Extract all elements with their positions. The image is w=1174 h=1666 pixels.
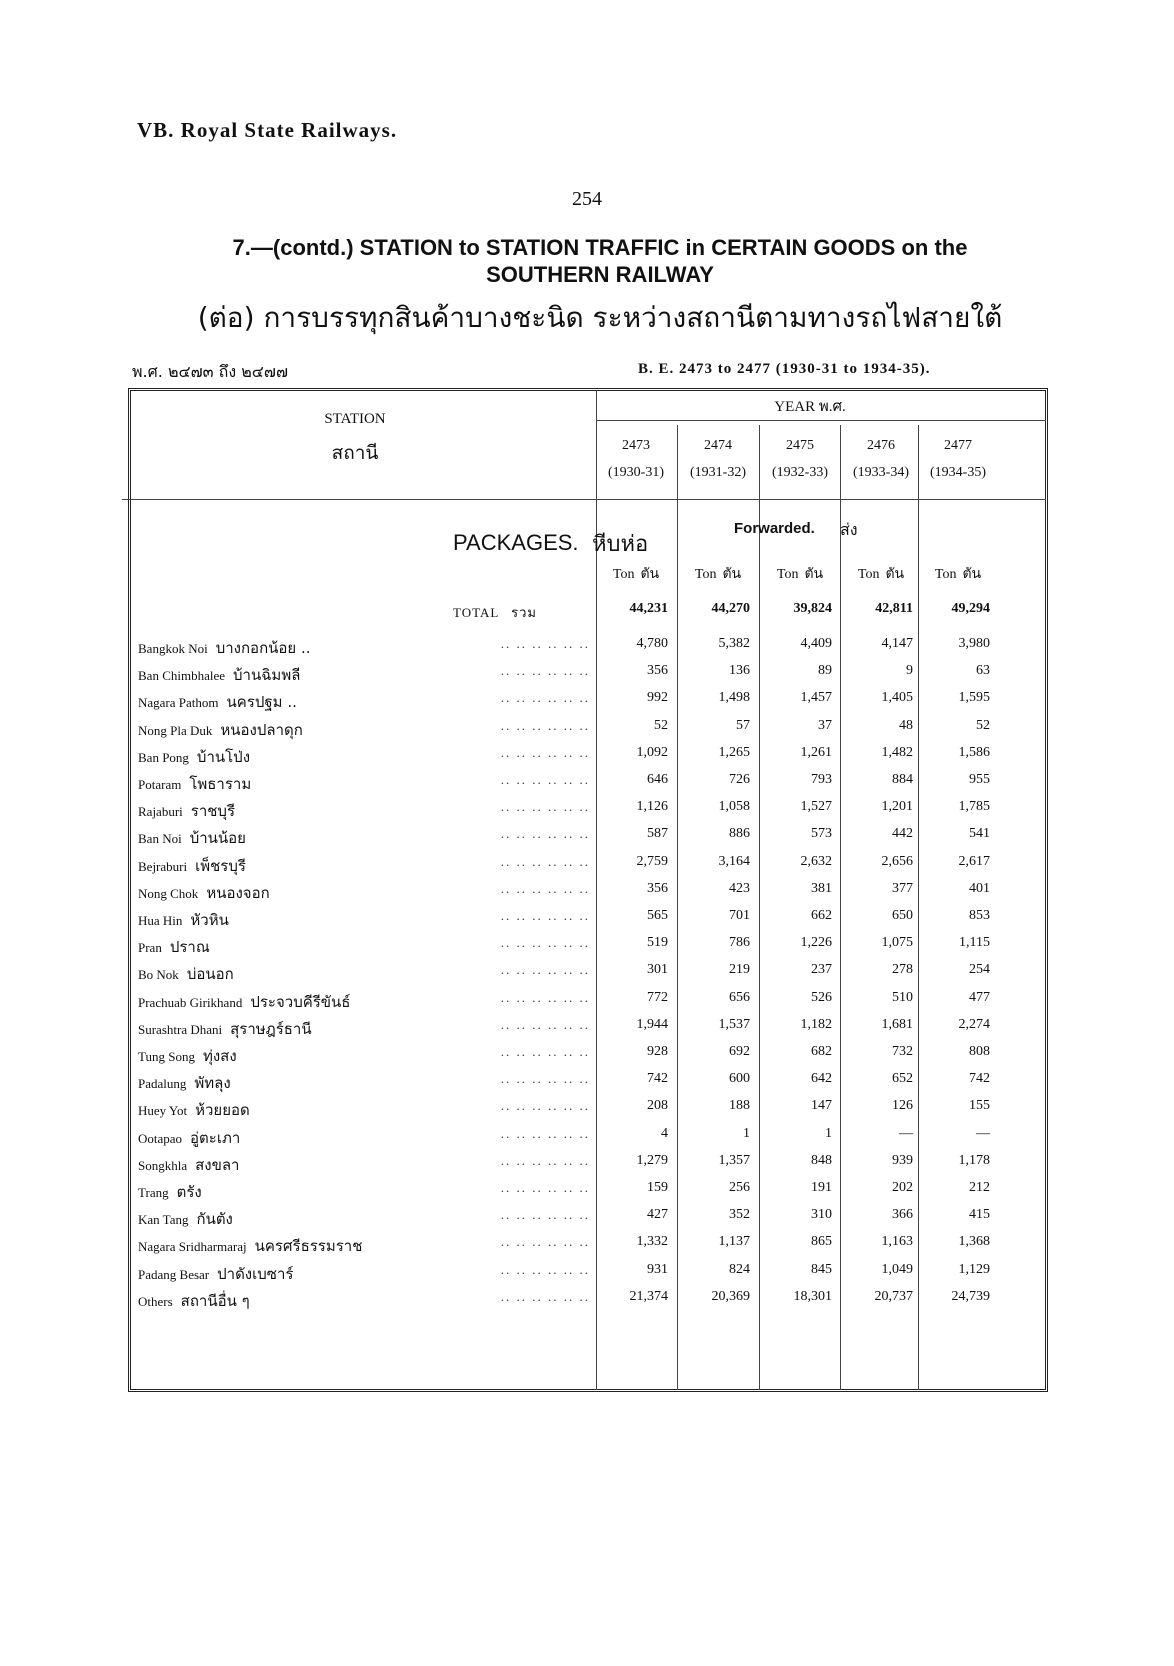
station-name-english: Pran xyxy=(138,940,162,955)
station-name xyxy=(138,799,235,823)
table-cell: 442 xyxy=(892,826,913,841)
leader-dots: .. .. .. .. .. .. xyxy=(500,636,590,651)
leader-dots: .. .. .. .. .. .. xyxy=(500,1098,590,1113)
table-cell: 732 xyxy=(892,1044,913,1059)
station-name-thai: ราชบุรี xyxy=(190,802,236,820)
table-cell: 652 xyxy=(892,1071,913,1086)
table-cell: 587 xyxy=(647,826,668,841)
table-cell: 377 xyxy=(892,881,913,896)
station-name xyxy=(138,1098,250,1122)
leader-dots: .. .. .. .. .. .. xyxy=(500,1153,590,1168)
unit-ton-thai: ตัน xyxy=(722,566,742,582)
table-cell: 188 xyxy=(729,1098,750,1113)
title-line-2: SOUTHERN RAILWAY xyxy=(486,262,714,287)
table-cell: 356 xyxy=(647,881,668,896)
table-cell: 600 xyxy=(729,1071,750,1086)
station-name xyxy=(138,1017,312,1041)
station-name xyxy=(138,826,246,850)
table-cell: 401 xyxy=(969,881,990,896)
total-label: TOTAL รวม xyxy=(453,605,537,621)
table-cell: 37 xyxy=(818,718,832,733)
table-cell: 2,759 xyxy=(636,854,668,869)
unit-ton: Ton xyxy=(694,567,717,582)
station-name-thai: ตรัง xyxy=(176,1183,202,1201)
table-cell: 423 xyxy=(729,881,750,896)
table-cell: 808 xyxy=(969,1044,990,1059)
table-cell: 1,595 xyxy=(958,690,990,705)
station-name-thai: ประจวบคีรีขันธ์ xyxy=(250,993,351,1011)
station-name xyxy=(138,636,311,660)
table-cell: 1,944 xyxy=(636,1017,668,1032)
year-ce: (1930-31) xyxy=(608,465,664,480)
total-value: 39,824 xyxy=(793,601,832,616)
table-cell: 1,482 xyxy=(881,745,913,760)
table-cell: 278 xyxy=(892,962,913,977)
station-name-thai: เพ็ชรบุรี xyxy=(195,857,246,875)
station-name-english: Hua Hin xyxy=(138,913,183,928)
leader-dots: .. .. .. .. .. .. xyxy=(500,935,590,950)
table-cell: 4,147 xyxy=(881,636,913,651)
station-name-english: Potaram xyxy=(138,777,182,792)
station-name-thai: นครปฐม .. xyxy=(226,693,297,711)
station-name xyxy=(138,962,234,986)
section-heading: VB. Royal State Railways. xyxy=(137,118,398,142)
table-cell: 254 xyxy=(969,962,990,977)
year-ce: (1932-33) xyxy=(772,465,828,480)
leader-dots: .. .. .. .. .. .. xyxy=(500,690,590,705)
station-name-english: Surashtra Dhani xyxy=(138,1022,223,1037)
unit-ton: Ton xyxy=(857,567,880,582)
table-cell: 52 xyxy=(976,718,990,733)
table-cell: 1,075 xyxy=(881,935,913,950)
table-cell: 136 xyxy=(729,663,750,678)
station-name xyxy=(138,718,303,742)
station-name-english: Padang Besar xyxy=(138,1267,210,1282)
title-prefix: 7.—(contd.) xyxy=(232,235,354,260)
table-cell: 9 xyxy=(906,663,913,678)
table-cell: 155 xyxy=(969,1098,990,1113)
table-cell: 886 xyxy=(729,826,750,841)
table-cell: 356 xyxy=(647,663,668,678)
table-cell: — xyxy=(976,1126,990,1141)
table-cell: 845 xyxy=(811,1262,832,1277)
station-name-english: Padalung xyxy=(138,1076,187,1091)
table-cell: 939 xyxy=(892,1153,913,1168)
table-cell: 1,537 xyxy=(718,1017,750,1032)
table-cell: 3,980 xyxy=(958,636,990,651)
total-value: 49,294 xyxy=(951,601,990,616)
leader-dots: .. .. .. .. .. .. xyxy=(500,1180,590,1195)
table-cell: 573 xyxy=(811,826,832,841)
unit-ton: Ton xyxy=(934,567,957,582)
unit-ton-thai: ตัน xyxy=(804,566,824,582)
table-cell: 1,368 xyxy=(958,1234,990,1249)
year-be: 2474 xyxy=(704,438,732,453)
table-cell: 57 xyxy=(736,718,750,733)
leader-dots: .. .. .. .. .. .. xyxy=(500,962,590,977)
table-cell: 2,656 xyxy=(881,854,913,869)
table-cell: 301 xyxy=(647,962,668,977)
unit-ton-thai: ตัน xyxy=(962,566,982,582)
table-cell: 510 xyxy=(892,990,913,1005)
station-name-thai: ปาดังเบซาร์ xyxy=(217,1265,294,1283)
station-name-thai: หัวหิน xyxy=(190,911,229,929)
station-name-thai: นครศรีธรรมราช xyxy=(254,1237,363,1255)
station-name xyxy=(138,772,251,796)
table-cell: 1,178 xyxy=(958,1153,990,1168)
table-cell: 21,374 xyxy=(629,1289,668,1304)
station-name-thai: ทุ่งสง xyxy=(202,1047,237,1065)
unit-ton: Ton xyxy=(776,567,799,582)
table-cell: 793 xyxy=(811,772,832,787)
table-cell: 352 xyxy=(729,1207,750,1222)
table-cell: 4,780 xyxy=(636,636,668,651)
station-name xyxy=(138,1289,250,1313)
station-name-thai: หนองจอก xyxy=(206,884,270,902)
table-cell: 237 xyxy=(811,962,832,977)
table-cell: 526 xyxy=(811,990,832,1005)
leader-dots: .. .. .. .. .. .. xyxy=(500,854,590,869)
table-cell: 415 xyxy=(969,1207,990,1222)
table-cell: 742 xyxy=(969,1071,990,1086)
forwarded-label: Forwarded. xyxy=(734,520,815,537)
table-cell: 366 xyxy=(892,1207,913,1222)
table-cell: 1,126 xyxy=(636,799,668,814)
table-cell: — xyxy=(899,1126,913,1141)
station-name xyxy=(138,690,297,714)
title-line-1: STATION to STATION TRAFFIC in CERTAIN GOODS on the xyxy=(359,235,968,260)
table-cell: 519 xyxy=(647,935,668,950)
packages-label: PACKAGES. xyxy=(453,530,579,555)
year-be: 2473 xyxy=(622,438,650,453)
table-cell: 48 xyxy=(899,718,913,733)
table-cell: 955 xyxy=(969,772,990,787)
table-cell: 742 xyxy=(647,1071,668,1086)
station-name-thai: บ่อนอก xyxy=(186,965,234,983)
station-header: STATION xyxy=(324,411,386,427)
table-cell: 1,405 xyxy=(881,690,913,705)
forwarded-thai: ส่ง xyxy=(840,520,858,539)
table-cell: 1,115 xyxy=(959,935,990,950)
station-name xyxy=(138,1207,233,1231)
column-rule xyxy=(840,425,841,1390)
leader-dots: .. .. .. .. .. .. xyxy=(500,881,590,896)
table-cell: 662 xyxy=(811,908,832,923)
period-thai: พ.ศ. ๒๔๗๓ ถึง ๒๔๗๗ xyxy=(132,362,288,381)
year-ce: (1933-34) xyxy=(853,465,909,480)
table-cell: 646 xyxy=(647,772,668,787)
station-name-thai: อู่ตะเภา xyxy=(190,1129,241,1147)
table-cell: 159 xyxy=(647,1180,668,1195)
table-cell: 52 xyxy=(654,718,668,733)
station-name xyxy=(138,1234,362,1258)
station-name-thai: บางกอกน้อย .. xyxy=(215,639,311,657)
station-name xyxy=(138,1262,293,1286)
thai-title: (ต่อ) การบรรทุกสินค้าบางชะนิด ระหว่างสถานีตามทางรถไฟสายใต้ xyxy=(197,301,1003,334)
unit-label xyxy=(598,563,674,585)
table-cell: 1,092 xyxy=(636,745,668,760)
table-cell: 202 xyxy=(892,1180,913,1195)
station-name-english: Rajaburi xyxy=(138,804,183,819)
table-cell: 1 xyxy=(825,1126,832,1141)
station-name-english: Prachuab Girikhand xyxy=(138,995,243,1010)
leader-dots: .. .. .. .. .. .. xyxy=(500,990,590,1005)
leader-dots: .. .. .. .. .. .. xyxy=(500,1289,590,1304)
table-cell: 853 xyxy=(969,908,990,923)
station-name-english: Ban Noi xyxy=(138,831,182,846)
table-cell: 1,163 xyxy=(881,1234,913,1249)
table-cell: 1,332 xyxy=(636,1234,668,1249)
packages-thai: หีบห่อ xyxy=(592,532,649,557)
station-name-thai: โพธาราม xyxy=(189,775,252,793)
station-name-thai: หนองปลาดุก xyxy=(220,721,303,739)
unit-ton: Ton xyxy=(612,567,635,582)
leader-dots: .. .. .. .. .. .. xyxy=(500,718,590,733)
unit-ton-thai: ตัน xyxy=(885,566,905,582)
table-cell: 786 xyxy=(729,935,750,950)
station-name-thai: สุราษฎร์ธานี xyxy=(230,1020,312,1038)
table-cell: 1,279 xyxy=(636,1153,668,1168)
table-cell: 4,409 xyxy=(800,636,832,651)
table-cell: 24,739 xyxy=(951,1289,990,1304)
station-name-english: Tung Song xyxy=(138,1049,195,1064)
station-name-english: Bo Nok xyxy=(138,967,179,982)
leader-dots: .. .. .. .. .. .. xyxy=(500,1262,590,1277)
table-cell: 126 xyxy=(892,1098,913,1113)
station-name-english: Huey Yot xyxy=(138,1103,188,1118)
table-cell: 701 xyxy=(729,908,750,923)
table-cell: 1,261 xyxy=(800,745,832,760)
station-header-thai: สถานี xyxy=(331,442,379,464)
station-name-thai: ห้วยยอด xyxy=(195,1101,250,1119)
station-name-english: Ban Chimbhalee xyxy=(138,668,226,683)
table-cell: 1,182 xyxy=(800,1017,832,1032)
table-cell: 1,058 xyxy=(718,799,750,814)
leader-dots: .. .. .. .. .. .. xyxy=(500,745,590,760)
station-name-english: Kan Tang xyxy=(138,1212,189,1227)
station-name xyxy=(138,881,270,905)
column-rule xyxy=(759,425,760,1390)
table-cell: 1,129 xyxy=(958,1262,990,1277)
table-cell: 656 xyxy=(729,990,750,1005)
table-cell: 650 xyxy=(892,908,913,923)
table-cell: 1,527 xyxy=(800,799,832,814)
table-cell: 1,785 xyxy=(958,799,990,814)
leader-dots: .. .. .. .. .. .. xyxy=(500,1017,590,1032)
station-name-thai: กันตัง xyxy=(196,1210,233,1228)
year-ce: (1931-32) xyxy=(690,465,746,480)
unit-label xyxy=(843,563,919,585)
leader-dots: .. .. .. .. .. .. xyxy=(500,772,590,787)
station-name xyxy=(138,935,210,959)
table-cell: 2,632 xyxy=(800,854,832,869)
station-name xyxy=(138,990,350,1014)
year-be: 2475 xyxy=(786,438,814,453)
station-name-thai: พัทลุง xyxy=(194,1074,231,1092)
unit-label xyxy=(680,563,756,585)
table-cell: 147 xyxy=(811,1098,832,1113)
table-cell: 1,586 xyxy=(958,745,990,760)
leader-dots: .. .. .. .. .. .. xyxy=(500,799,590,814)
station-name-thai: บ้านโป่ง xyxy=(196,748,251,766)
table-cell: 824 xyxy=(729,1262,750,1277)
year-ce: (1934-35) xyxy=(930,465,986,480)
table-cell: 565 xyxy=(647,908,668,923)
table-cell: 1,049 xyxy=(881,1262,913,1277)
table-cell: 212 xyxy=(969,1180,990,1195)
station-name xyxy=(138,1044,237,1068)
station-name-english: Trang xyxy=(138,1185,169,1200)
table-cell: 1 xyxy=(743,1126,750,1141)
table-cell: 692 xyxy=(729,1044,750,1059)
station-name-thai: บ้านน้อย xyxy=(189,829,246,847)
table-cell: 682 xyxy=(811,1044,832,1059)
station-name-english: Nagara Pathom xyxy=(138,695,219,710)
station-name-english: Nong Pla Duk xyxy=(138,723,213,738)
leader-dots: .. .. .. .. .. .. xyxy=(500,1044,590,1059)
table-cell: 63 xyxy=(976,663,990,678)
station-name-english: Ban Pong xyxy=(138,750,189,765)
station-name-thai: ปราณ xyxy=(169,938,210,956)
unit-label xyxy=(762,563,838,585)
table-cell: 89 xyxy=(818,663,832,678)
table-cell: 928 xyxy=(647,1044,668,1059)
period-english: B. E. 2473 to 2477 (1930-31 to 1934-35). xyxy=(638,361,931,377)
year-be: 2476 xyxy=(867,438,895,453)
table-cell: 477 xyxy=(969,990,990,1005)
table-cell: 208 xyxy=(647,1098,668,1113)
table-cell: 3,164 xyxy=(718,854,750,869)
station-name-thai: สงขลา xyxy=(195,1156,240,1174)
station-name-english: Bangkok Noi xyxy=(138,641,208,656)
total-value: 44,270 xyxy=(711,601,750,616)
table-cell: 427 xyxy=(647,1207,668,1222)
station-name-english: Nagara Sridharmaraj xyxy=(138,1239,247,1254)
table-cell: 642 xyxy=(811,1071,832,1086)
table-cell: 381 xyxy=(811,881,832,896)
station-name xyxy=(138,663,300,687)
table-cell: 1,357 xyxy=(718,1153,750,1168)
unit-label xyxy=(920,563,996,585)
unit-ton-thai: ตัน xyxy=(640,566,660,582)
table-cell: 772 xyxy=(647,990,668,1005)
station-name-english: Songkhla xyxy=(138,1158,188,1173)
year-header: YEAR พ.ศ. xyxy=(774,399,846,415)
leader-dots: .. .. .. .. .. .. xyxy=(500,1234,590,1249)
table-cell: 992 xyxy=(647,690,668,705)
station-name-english: Bejraburi xyxy=(138,859,188,874)
table-cell: 256 xyxy=(729,1180,750,1195)
leader-dots: .. .. .. .. .. .. xyxy=(500,1207,590,1222)
column-rule xyxy=(677,425,678,1390)
table-cell: 18,301 xyxy=(793,1289,832,1304)
table-cell: 726 xyxy=(729,772,750,787)
table-cell: 884 xyxy=(892,772,913,787)
station-name-english: Nong Chok xyxy=(138,886,199,901)
table-cell: 1,681 xyxy=(881,1017,913,1032)
table-cell: 20,737 xyxy=(874,1289,913,1304)
table-cell: 1,265 xyxy=(718,745,750,760)
table-cell: 931 xyxy=(647,1262,668,1277)
table-cell: 310 xyxy=(811,1207,832,1222)
table-cell: 541 xyxy=(969,826,990,841)
leader-dots: .. .. .. .. .. .. xyxy=(500,826,590,841)
station-name xyxy=(138,745,250,769)
table-cell: 219 xyxy=(729,962,750,977)
table-cell: 1,457 xyxy=(800,690,832,705)
table-cell: 2,274 xyxy=(958,1017,990,1032)
leader-dots: .. .. .. .. .. .. xyxy=(500,663,590,678)
station-name-thai: บ้านฉิมพลี xyxy=(233,666,301,684)
table-cell: 1,201 xyxy=(881,799,913,814)
page-number: 254 xyxy=(572,188,602,210)
table-cell: 4 xyxy=(661,1126,668,1141)
station-name xyxy=(138,1126,240,1150)
table-cell: 865 xyxy=(811,1234,832,1249)
station-name xyxy=(138,1071,231,1095)
leader-dots: .. .. .. .. .. .. xyxy=(500,1126,590,1141)
table-cell: 1,137 xyxy=(718,1234,750,1249)
year-be: 2477 xyxy=(944,438,972,453)
table-cell: 2,617 xyxy=(958,854,990,869)
station-name xyxy=(138,1180,202,1204)
total-value: 44,231 xyxy=(629,601,668,616)
total-value: 42,811 xyxy=(875,601,913,616)
station-name-english: Ootapao xyxy=(138,1131,183,1146)
table-cell: 20,369 xyxy=(711,1289,750,1304)
table-cell: 848 xyxy=(811,1153,832,1168)
table-title xyxy=(160,234,1040,288)
station-name xyxy=(138,854,246,878)
table-cell: 5,382 xyxy=(718,636,750,651)
station-name-thai: สถานีอื่น ๆ xyxy=(180,1292,250,1310)
year-header-rule xyxy=(596,420,1046,421)
leader-dots: .. .. .. .. .. .. xyxy=(500,908,590,923)
leader-dots: .. .. .. .. .. .. xyxy=(500,1071,590,1086)
table-cell: 1,226 xyxy=(800,935,832,950)
station-name xyxy=(138,1153,239,1177)
table-cell: 191 xyxy=(811,1180,832,1195)
header-bottom-rule xyxy=(122,499,1046,500)
station-name-english: Others xyxy=(138,1294,173,1309)
table-cell: 1,498 xyxy=(718,690,750,705)
station-name xyxy=(138,908,229,932)
